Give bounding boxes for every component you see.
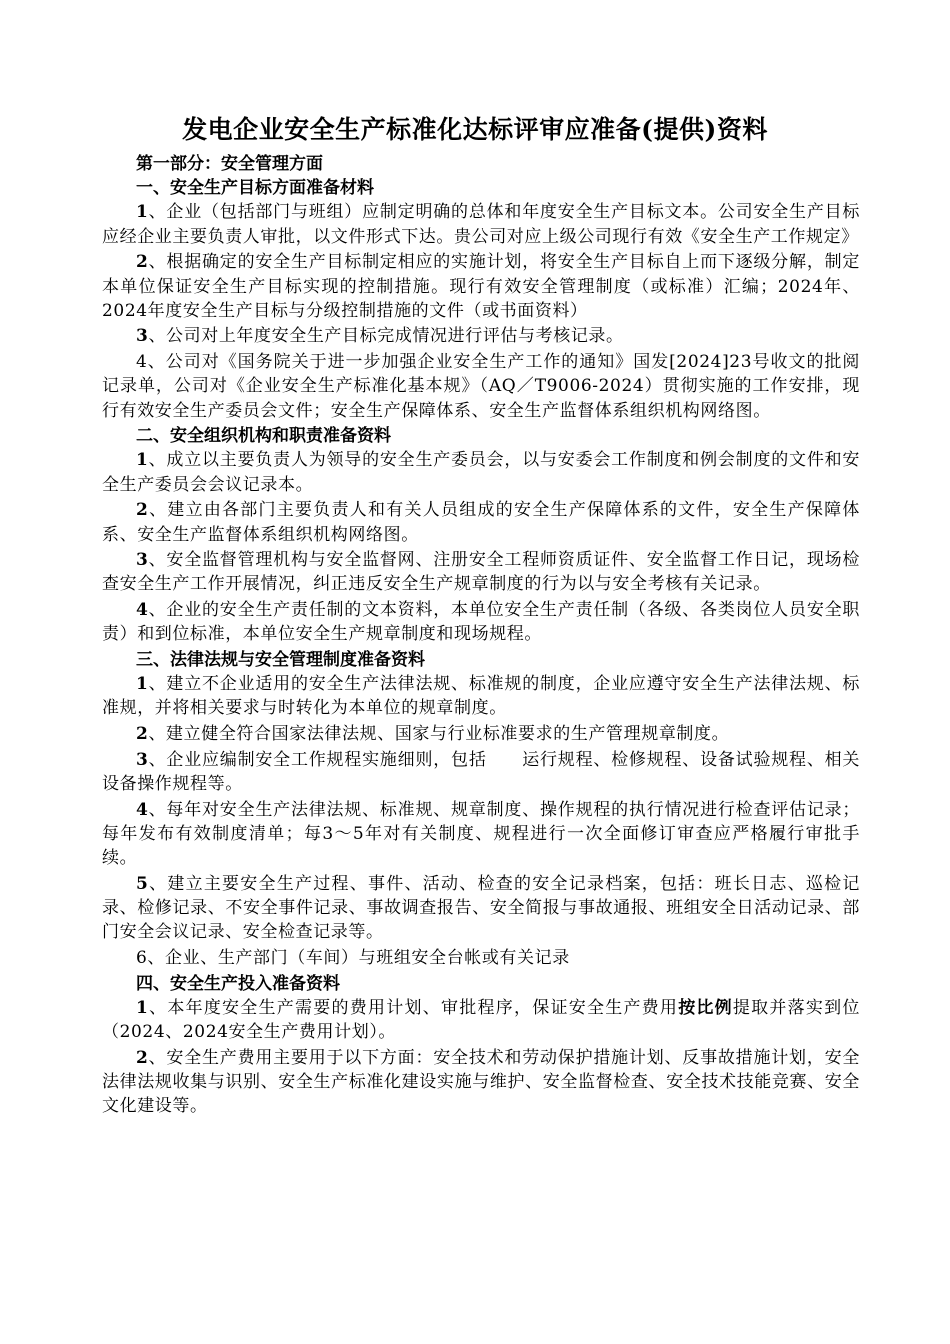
part-heading: 第一部分：安全管理方面: [136, 154, 323, 174]
item-text: 、建立主要安全生产过程、事件、活动、检查的安全记录档案，包括：班长日志、巡检记录、检修记录、不安全事件记录、事故调查报告、安全简报与事故通报、班组安全日活动记录、部门安全会议记录、安全检查记录等。: [102, 873, 860, 943]
item-emphasis: 按比例: [678, 997, 733, 1018]
section-item: [102, 872, 860, 945]
section-heading: 一、安全生产目标方面准备材料: [136, 178, 374, 199]
section-item: [102, 722, 860, 746]
item-text: 、安全生产费用主要用于以下方面：安全技术和劳动保护措施计划、反事故措施计划，安全法律法规收集与识别、安全生产标准化建设实施与维护、安全监督检查、安全技术技能竞赛、安全文化建设等。: [102, 1047, 860, 1117]
item-number: 1: [136, 997, 149, 1018]
item-text: 6、企业、生产部门（车间）与班组安全台帐或有关记录: [136, 948, 570, 968]
item-number: 4: [136, 600, 149, 621]
section-item: [102, 598, 860, 646]
section-item: [102, 1046, 860, 1119]
section-item: [102, 798, 860, 871]
item-text: 、建立不企业适用的安全生产法律法规、标准规的制度，企业应遵守安全生产法律法规、标准规，并将相关要求与时转化为本单位的规章制度。: [102, 674, 860, 719]
item-text: 、建立由各部门主要负责人和有关人员组成的安全生产保障体系的文件，安全生产保障体系、安全生产监督体系组织机构网络图。: [102, 500, 860, 545]
item-text: 提取并落实到位（2024、2024安全生产费用计划）。: [102, 997, 860, 1043]
section-item: [102, 748, 860, 796]
item-number: 1: [136, 674, 149, 695]
item-number: 1: [136, 202, 149, 223]
item-number: 4: [136, 799, 149, 820]
item-number: 2: [136, 724, 149, 745]
document-body: [102, 152, 860, 1120]
item-text: 、公司对上年度安全生产目标完成情况进行评估与考核记录。: [148, 326, 624, 347]
item-text: 4、公司对《国务院关于进一步加强企业安全生产工作的通知》国发[2024]23号收文的批阅记录单，公司对《企业安全生产标准化基本规》（AQ／T9006-2024）贯彻实施的工作安排，现行有效安全生产委员会文件；安全生产保障体系、安全生产监督体系组织机构网络图。: [102, 352, 860, 421]
section-heading: 二、安全组织机构和职责准备资料: [136, 426, 391, 447]
item-number: 2: [136, 252, 149, 273]
item-text: 、每年对安全生产法律法规、标准规、规章制度、操作规程的执行情况进行检查评估记录；每年发布有效制度清单；每3～5年对有关制度、规程进行一次全面修订审查应严格履行审批手续。: [102, 799, 860, 869]
item-number: 2: [136, 1047, 149, 1068]
item-number: 5: [136, 873, 149, 894]
section-item: [102, 448, 860, 496]
item-text: 、企业（包括部门与班组）应制定明确的总体和年度安全生产目标文本。公司安全生产目标应经企业主要负责人审批，以文件形式下达。贵公司对应上级公司现行有效《安全生产工作规定》: [102, 202, 860, 247]
item-text: 、本年度安全生产需要的费用计划、审批程序，保证安全生产费用: [148, 997, 679, 1018]
item-text: 、根据确定的安全生产目标制定相应的实施计划，将安全生产目标自上而下逐级分解，制定本单位保证安全生产目标实现的控制措施。现行有效安全管理制度（或标准）汇编；2024年、2024年度安全生产目标与分级控制措施的文件（或书面资料）: [102, 252, 860, 321]
section-item: [102, 996, 860, 1044]
section-item: [102, 250, 860, 323]
section-heading: 三、法律法规与安全管理制度准备资料: [136, 650, 425, 671]
item-number: 1: [136, 450, 149, 471]
section-item: [102, 946, 860, 970]
section-item: [102, 672, 860, 720]
item-text: 、企业应编制安全工作规程实施细则，包括 运行规程、检修规程、设备试验规程、相关设备操作规程等。: [102, 749, 860, 795]
document-title: 发电企业安全生产标准化达标评审应准备(提供)资料: [182, 115, 768, 144]
section-item: [102, 548, 860, 596]
item-text: 、安全监督管理机构与安全监督网、注册安全工程师资质证件、安全监督工作日记，现场检查安全生产工作开展情况，纠正违反安全生产规章制度的行为以与安全考核有关记录。: [102, 550, 860, 595]
item-text: 、成立以主要负责人为领导的安全生产委员会，以与安委会工作制度和例会制度的文件和安全生产委员会会议记录本。: [102, 450, 860, 495]
item-number: 3: [136, 326, 149, 347]
section-heading: 四、安全生产投入准备资料: [136, 973, 340, 994]
section-item: [102, 324, 860, 348]
item-text: 、建立健全符合国家法律法规、国家与行业标准要求的生产管理规章制度。: [148, 724, 730, 745]
item-text: 、企业的安全生产责任制的文本资料，本单位安全生产责任制（各级、各类岗位人员安全职责）和到位标准，本单位安全生产规章制度和现场规程。: [102, 600, 860, 645]
item-number: 3: [136, 550, 149, 571]
item-number: 3: [136, 749, 149, 770]
section-item: [102, 498, 860, 546]
item-number: 2: [136, 500, 149, 521]
section-item: [102, 200, 860, 248]
section-item: [102, 350, 860, 423]
